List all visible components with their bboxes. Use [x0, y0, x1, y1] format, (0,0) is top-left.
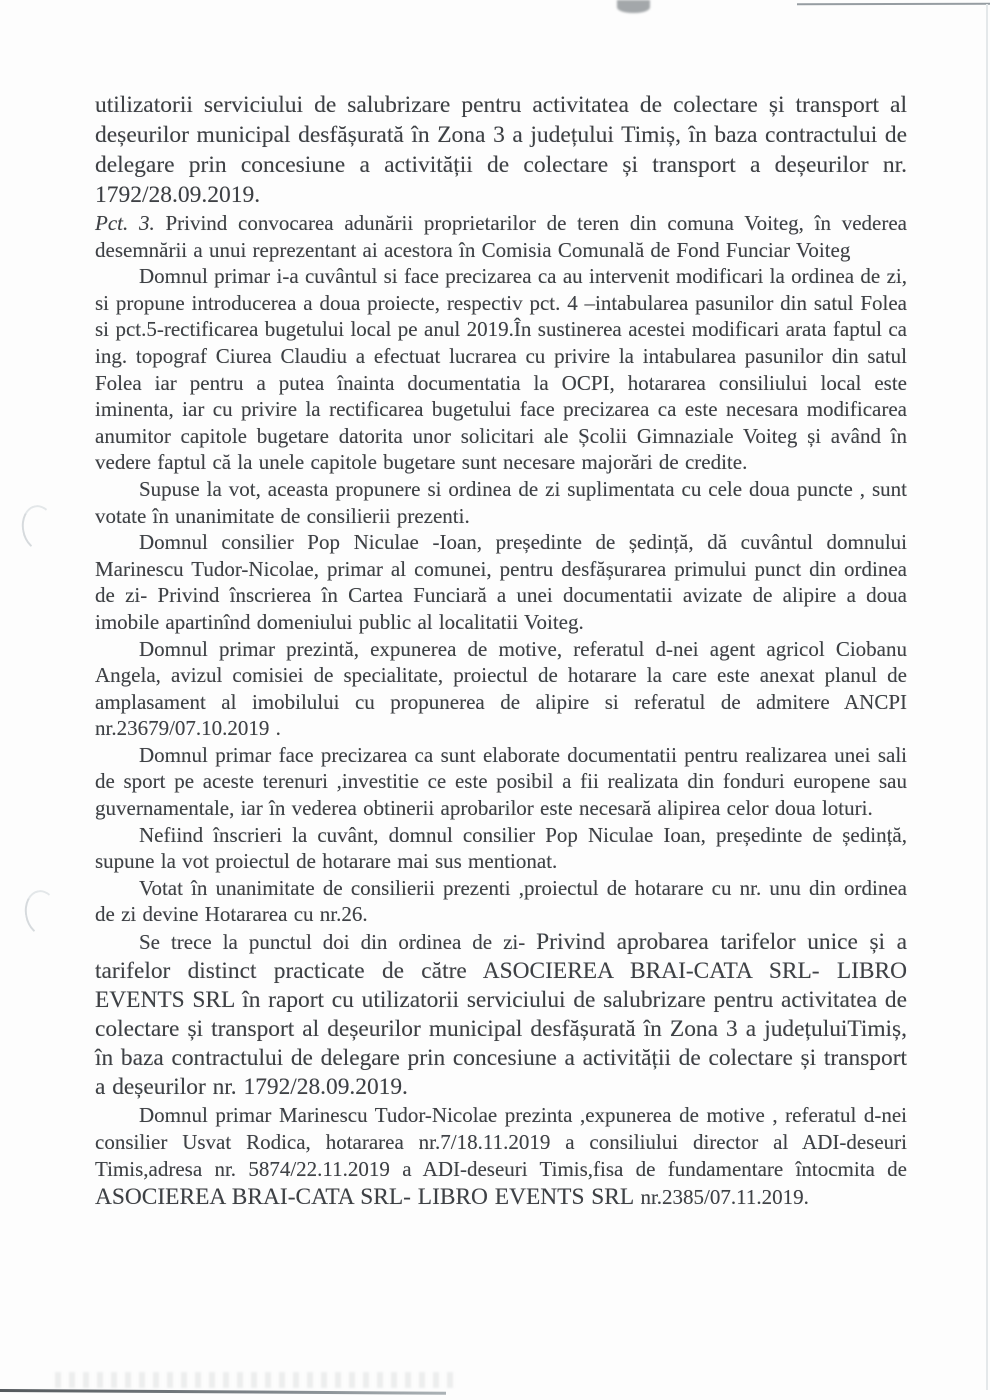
paragraph-consilier-pop: Domnul consilier Pop Niculae -Ioan, președinte de ședință, dă cuvântul domnului Marinescu Tudor-Nicolae, primar al comunei, pentru desfășurarea primului punct din ordinea de zi- Privind înscrierea în Cartea Funciară a unei documentatii avizate de alipire a doua imobile apartinînd domeniului public al localitatii Voiteg.	[95, 530, 907, 634]
paragraph-supuse-la-vot: Supuse la vot, aceasta propunere si ordinea de zi suplimentata cu cele doua puncte , sunt votate în unanimitate de consilierii prezenti.	[95, 476, 907, 528]
prezinta2-tail-text: nr.2385/07.11.2019.	[634, 1184, 809, 1209]
pct3-body-text: Privind convocarea adunării proprietarilor de teren din comuna Voiteg, în vederea desemnării a unui reprezentant ai acestora în Comisia Comunală de Fond Funciar Voiteg	[95, 211, 907, 262]
paragraph-primar-prezinta: Domnul primar prezintă, expunerea de motive, referatul d-nei agent agricol Ciobanu Angela, avizul comisiei de specialitate, proiectul de hotarare la care este anexat planul de amplasament al imobilului cu propunerea de alipire si referatul de admitere ANCPI nr.23679/07.10.2019 .	[95, 636, 907, 741]
punctul-doi-lead-text: Se trece la punctul doi din ordinea de zi-	[139, 930, 537, 955]
pct3-number-italic: Pct. 3.	[95, 211, 155, 235]
text-block	[95, 90, 907, 1211]
punctul-doi-title-text: Privind aprobarea tarifelor unice și a tarifelor distinct practicate de către ASOCIEREA BRAI-CATA SRL- LIBRO EVENTS SRL în raport cu utilizatorii serviciului de salubrizare pentru activitatea de colectare și transport al deșeurilor municipal desfășurată în Zona 3 a județuluiTimiș, în baza contractului de delegare prin concesiune a activității de colectare și transport a deșeurilor nr. 1792/28.09.2019.	[95, 929, 907, 1101]
paragraph-pct3	[95, 210, 907, 263]
paragraph-sala-sport: Domnul primar face precizarea ca sunt elaborate documentatii pentru realizarea unei sali de sport pe aceste terenuri ,investitie ce este posibil a fii realizata din fonduri europene sau guvernamentale, iar în vederea obtinerii aprobarilor este necesară alipirea celor doua loturi.	[95, 742, 907, 821]
punch-hole-shadow-upper	[18, 502, 59, 553]
punch-hole-shadow-lower	[21, 887, 62, 938]
scan-line-bottom-left	[0, 1389, 446, 1395]
scan-smudge-bottom	[55, 1372, 455, 1388]
paragraph-nefiind-inscrieri: Nefiind înscrieri la cuvânt, domnul consilier Pop Niculae Ioan, președinte de ședință, supune la vot proiectul de hotarare mai sus mentionat.	[95, 822, 907, 874]
prezinta2-lead-text: Domnul primar Marinescu Tudor-Nicolae prezinta ,expunerea de motive , referatul d-nei consilier Usvat Rodica, hotararea nr.7/18.11.2019 a consiliului director al ADI-deseuri Timis,adresa nr. 5874/22.11.2019 a ADI-deseuri Timis,fisa de fundamentare întocmita de	[95, 1103, 907, 1182]
paragraph-votat: Votat în unanimitate de consilierii prezenti ,proiectul de hotarare cu nr. unu din ordinea de zi devine Hotararea cu nr.26.	[95, 875, 907, 927]
scan-line-top-right	[797, 3, 990, 6]
scan-line-right-edge	[986, 4, 988, 1390]
paragraph-punctul-doi	[95, 928, 907, 1102]
paragraph-continuation-title: utilizatorii serviciului de salubrizare pentru activitatea de colectare și transport al deșeurilor municipal desfășurată în Zona 3 a județului Timiș, în baza contractului de delegare prin concesiune a activității de colectare și transport a deșeurilor nr. 1792/28.09.2019.	[95, 92, 907, 208]
paragraph-modificari-ordine-zi: Domnul primar i-a cuvântul si face precizarea ca au intervenit modificari la ordinea de zi, si propune introducerea a doua proiecte, respectiv pct. 4 –intabularea pasunilor din satul Folea si pct.5-rectificarea bugetului local pe anul 2019.În sustinerea acestei modificari arata faptul ca ing. topograf Ciurea Claudiu a efectuat lucrarea cu privire la intabularea pasunilor din satul Folea iar pentru a putea înainta documentatia la OCPI, hotararea consiliului local este iminenta, iar cu privire la rectificarea bugetului face precizarea ca este necesara modificarea anumitor capitole bugetare datorita unor solicitari ale Școlii Gimnaziale Voiteg și având în vedere faptul că la unele capitole bugetare sunt necesare majorări de credite.	[95, 264, 907, 475]
paragraph-primar-prezinta-2	[95, 1102, 907, 1211]
scan-smudge-top	[617, 0, 650, 13]
prezinta2-company-name: ASOCIEREA BRAI-CATA SRL- LIBRO EVENTS SRL	[95, 1183, 635, 1210]
